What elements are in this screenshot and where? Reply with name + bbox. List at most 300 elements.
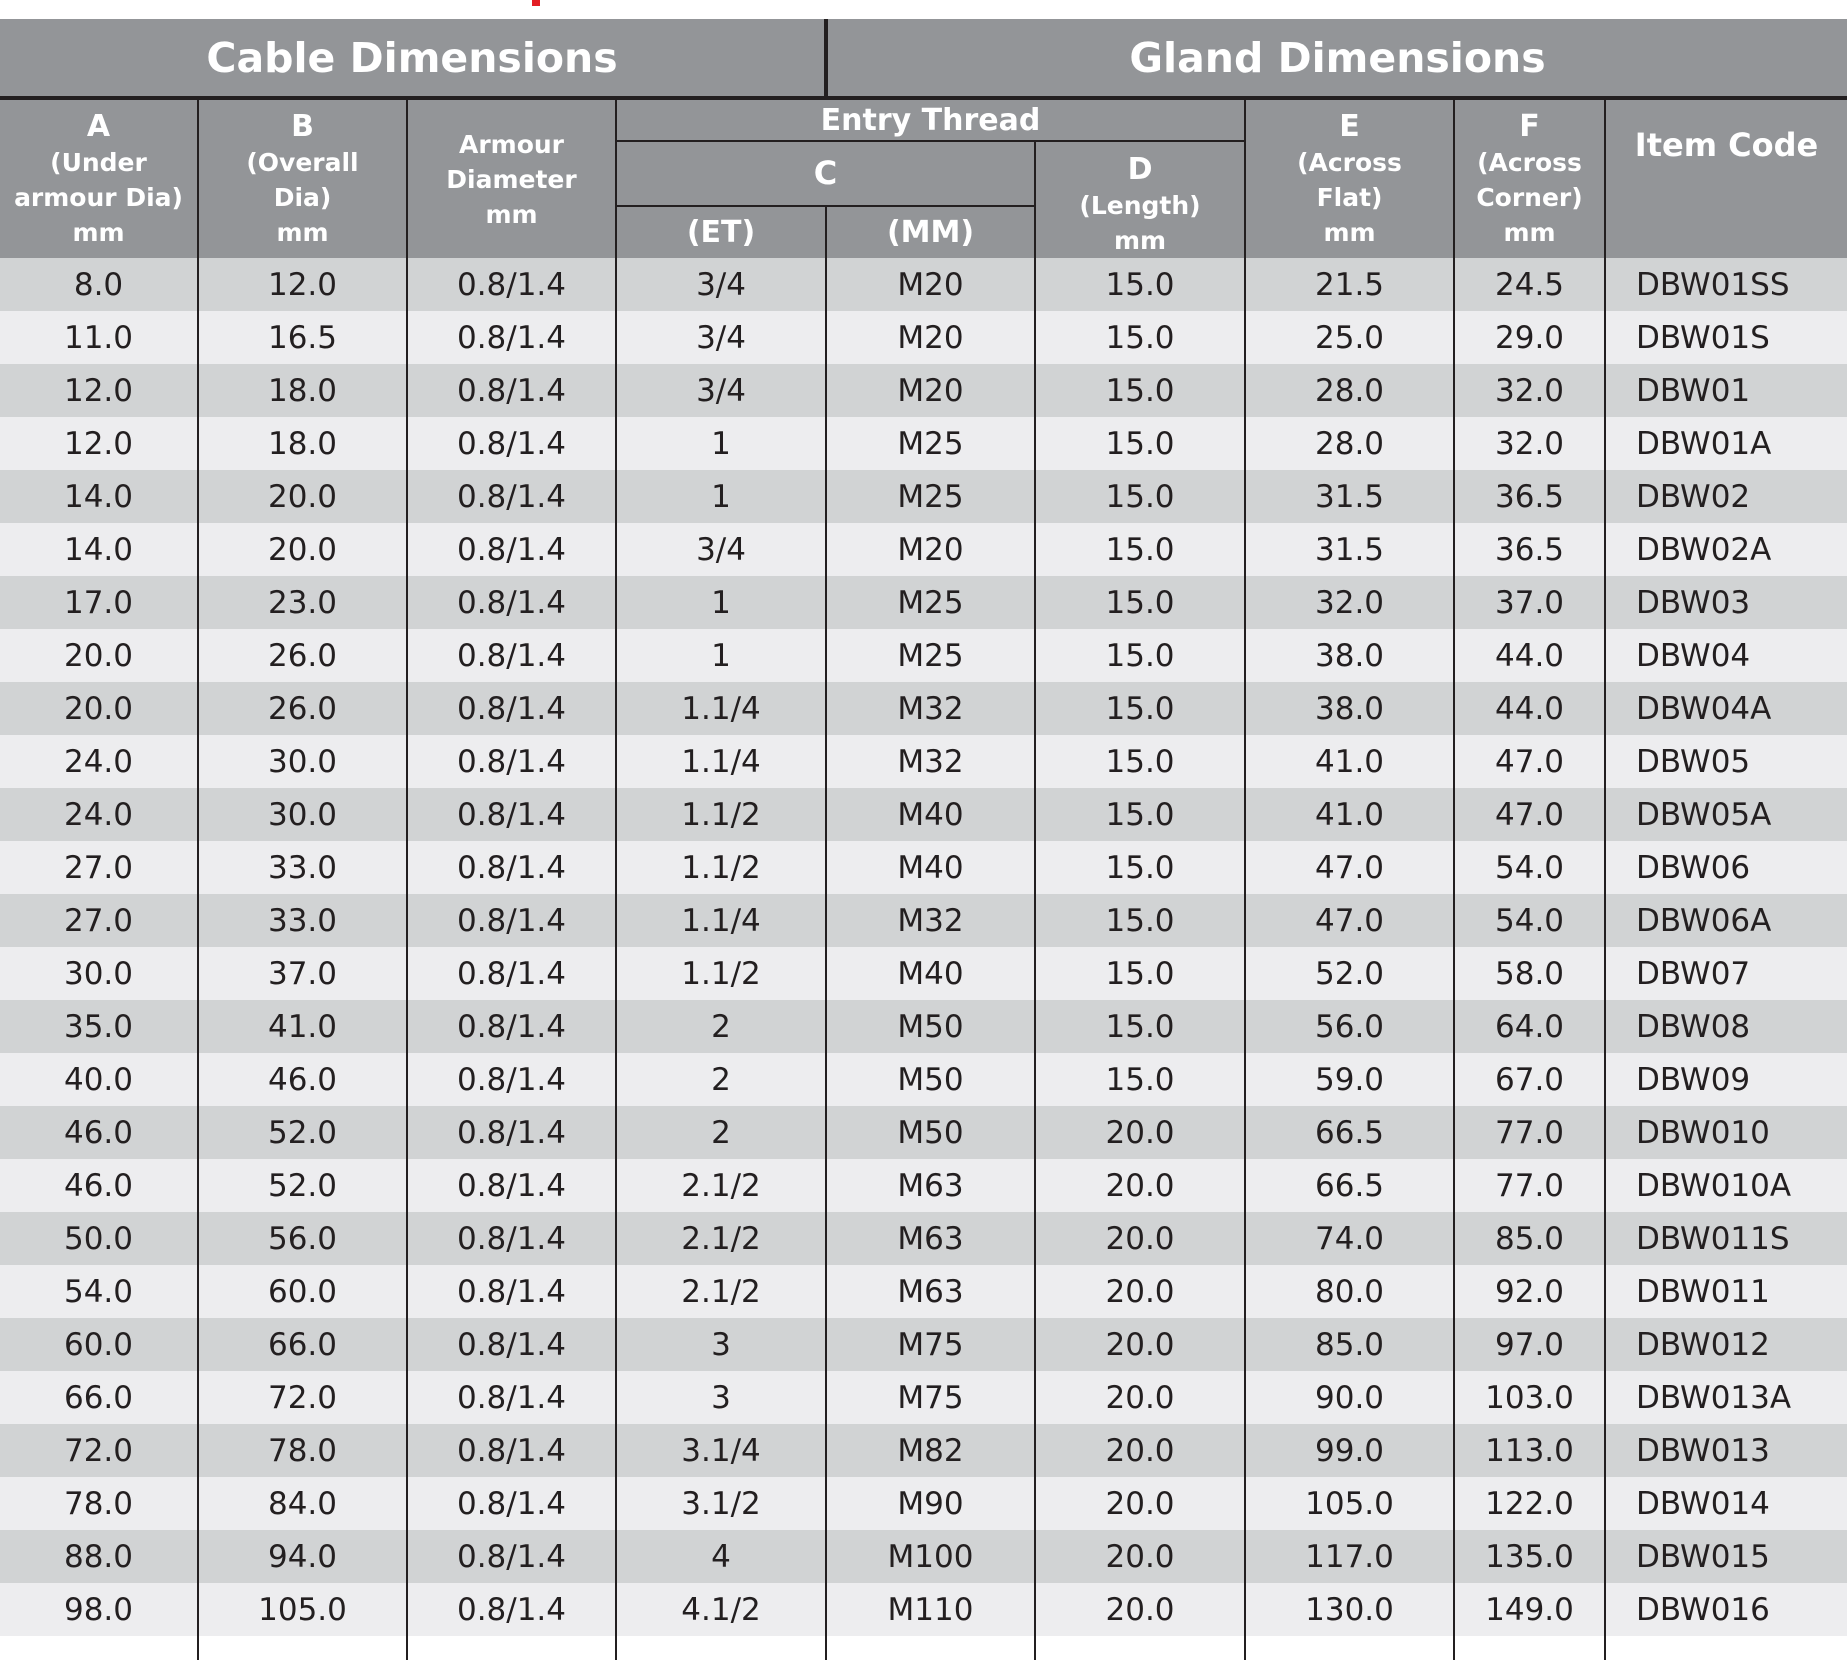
- cell-mm: M25: [826, 576, 1035, 629]
- col-b-letter: B: [291, 108, 314, 144]
- cell-et: 3.1/2: [616, 1477, 826, 1530]
- cell-a: 54.0: [0, 1265, 198, 1318]
- cell-mm: M75: [826, 1318, 1035, 1371]
- table-row: [0, 364, 1847, 417]
- col-e-line1: (Across: [1297, 147, 1402, 177]
- cell-e: 31.5: [1245, 470, 1454, 523]
- cell-e: 28.0: [1245, 417, 1454, 470]
- filler-cell: [616, 1636, 826, 1660]
- cell-mm: M100: [826, 1530, 1035, 1583]
- cell-f: 37.0: [1454, 576, 1605, 629]
- cell-d: 20.0: [1035, 1265, 1245, 1318]
- cell-f: 47.0: [1454, 735, 1605, 788]
- cell-armour: 0.8/1.4: [407, 576, 616, 629]
- cell-b: 84.0: [198, 1477, 407, 1530]
- cell-et: 2.1/2: [616, 1212, 826, 1265]
- cell-b: 26.0: [198, 682, 407, 735]
- col-c-et-header: (ET): [616, 206, 826, 258]
- col-e-unit: mm: [1323, 217, 1376, 247]
- cell-f: 32.0: [1454, 364, 1605, 417]
- cell-d: 15.0: [1035, 523, 1245, 576]
- cell-b: 94.0: [198, 1530, 407, 1583]
- table-row: [0, 1159, 1847, 1212]
- filler-cell: [407, 1636, 616, 1660]
- col-e-letter: E: [1339, 108, 1360, 144]
- cell-b: 46.0: [198, 1053, 407, 1106]
- cell-e: 32.0: [1245, 576, 1454, 629]
- cell-mm: M63: [826, 1159, 1035, 1212]
- cell-d: 15.0: [1035, 682, 1245, 735]
- cell-armour: 0.8/1.4: [407, 682, 616, 735]
- cell-item-code: DBW05: [1605, 735, 1847, 788]
- cell-f: 47.0: [1454, 788, 1605, 841]
- cell-d: 15.0: [1035, 1000, 1245, 1053]
- cell-a: 66.0: [0, 1371, 198, 1424]
- cell-mm: M50: [826, 1106, 1035, 1159]
- table-row: [0, 1477, 1847, 1530]
- cell-a: 8.0: [0, 258, 198, 311]
- cell-mm: M75: [826, 1371, 1035, 1424]
- col-a-unit: mm: [72, 217, 125, 247]
- filler-cell: [1454, 1636, 1605, 1660]
- cell-mm: M20: [826, 523, 1035, 576]
- cell-b: 18.0: [198, 417, 407, 470]
- cell-et: 3/4: [616, 364, 826, 417]
- table-row: [0, 841, 1847, 894]
- cell-et: 2: [616, 1000, 826, 1053]
- col-d-letter: D: [1127, 152, 1153, 187]
- cell-item-code: DBW01S: [1605, 311, 1847, 364]
- cell-item-code: DBW09: [1605, 1053, 1847, 1106]
- cell-e: 31.5: [1245, 523, 1454, 576]
- cell-et: 1.1/4: [616, 682, 826, 735]
- cell-d: 15.0: [1035, 735, 1245, 788]
- cell-f: 67.0: [1454, 1053, 1605, 1106]
- cell-et: 4: [616, 1530, 826, 1583]
- cell-b: 20.0: [198, 523, 407, 576]
- col-d-header: [1035, 141, 1245, 258]
- cell-item-code: DBW02: [1605, 470, 1847, 523]
- cell-et: 3: [616, 1318, 826, 1371]
- table-row: [0, 470, 1847, 523]
- cell-b: 20.0: [198, 470, 407, 523]
- cell-e: 52.0: [1245, 947, 1454, 1000]
- col-b-line2: Dia): [273, 182, 332, 212]
- table-row: [0, 1371, 1847, 1424]
- table-row: [0, 1583, 1847, 1636]
- cell-d: 20.0: [1035, 1371, 1245, 1424]
- col-a-line1: (Under: [50, 147, 147, 177]
- cell-a: 40.0: [0, 1053, 198, 1106]
- cell-a: 88.0: [0, 1530, 198, 1583]
- table-bottom-filler: [0, 1636, 1847, 1660]
- cell-mm: M50: [826, 1000, 1035, 1053]
- cell-b: 78.0: [198, 1424, 407, 1477]
- cell-f: 92.0: [1454, 1265, 1605, 1318]
- cell-armour: 0.8/1.4: [407, 470, 616, 523]
- table-row: [0, 1318, 1847, 1371]
- cell-f: 64.0: [1454, 1000, 1605, 1053]
- cell-b: 33.0: [198, 894, 407, 947]
- cell-mm: M110: [826, 1583, 1035, 1636]
- cell-et: 3.1/4: [616, 1424, 826, 1477]
- cell-item-code: DBW04: [1605, 629, 1847, 682]
- cell-a: 24.0: [0, 735, 198, 788]
- cell-et: 1.1/2: [616, 788, 826, 841]
- cell-a: 46.0: [0, 1106, 198, 1159]
- table-body: [0, 258, 1847, 1660]
- col-f-line1: (Across: [1477, 147, 1582, 177]
- cell-d: 20.0: [1035, 1212, 1245, 1265]
- cell-et: 1: [616, 629, 826, 682]
- cell-item-code: DBW015: [1605, 1530, 1847, 1583]
- cell-item-code: DBW01SS: [1605, 258, 1847, 311]
- cell-e: 21.5: [1245, 258, 1454, 311]
- cell-item-code: DBW07: [1605, 947, 1847, 1000]
- cell-a: 14.0: [0, 470, 198, 523]
- cell-d: 15.0: [1035, 841, 1245, 894]
- cell-item-code: DBW011: [1605, 1265, 1847, 1318]
- cell-item-code: DBW01A: [1605, 417, 1847, 470]
- cell-a: 17.0: [0, 576, 198, 629]
- cell-armour: 0.8/1.4: [407, 1000, 616, 1053]
- cell-e: 99.0: [1245, 1424, 1454, 1477]
- col-b-header: [198, 98, 407, 258]
- col-f-line2: Corner): [1476, 182, 1583, 212]
- cell-b: 60.0: [198, 1265, 407, 1318]
- cell-armour: 0.8/1.4: [407, 1371, 616, 1424]
- cell-mm: M20: [826, 311, 1035, 364]
- col-armour-header: [407, 98, 616, 258]
- cell-a: 35.0: [0, 1000, 198, 1053]
- cell-item-code: DBW013: [1605, 1424, 1847, 1477]
- table-row: [0, 311, 1847, 364]
- table-row: [0, 894, 1847, 947]
- filler-cell: [1035, 1636, 1245, 1660]
- cell-b: 56.0: [198, 1212, 407, 1265]
- cell-d: 15.0: [1035, 311, 1245, 364]
- cell-armour: 0.8/1.4: [407, 735, 616, 788]
- cell-a: 30.0: [0, 947, 198, 1000]
- red-title-fragment: [532, 0, 540, 6]
- cell-item-code: DBW010A: [1605, 1159, 1847, 1212]
- cell-d: 20.0: [1035, 1159, 1245, 1212]
- cell-a: 50.0: [0, 1212, 198, 1265]
- filler-cell: [0, 1636, 198, 1660]
- cell-item-code: DBW08: [1605, 1000, 1847, 1053]
- cell-f: 32.0: [1454, 417, 1605, 470]
- col-f-header: [1454, 98, 1605, 258]
- col-armour-unit: mm: [485, 199, 538, 229]
- cell-armour: 0.8/1.4: [407, 1583, 616, 1636]
- cell-item-code: DBW02A: [1605, 523, 1847, 576]
- cell-e: 41.0: [1245, 788, 1454, 841]
- cell-d: 20.0: [1035, 1583, 1245, 1636]
- cell-e: 85.0: [1245, 1318, 1454, 1371]
- cell-mm: M32: [826, 735, 1035, 788]
- cell-f: 44.0: [1454, 682, 1605, 735]
- cell-e: 28.0: [1245, 364, 1454, 417]
- cell-e: 56.0: [1245, 1000, 1454, 1053]
- cell-b: 72.0: [198, 1371, 407, 1424]
- cell-f: 122.0: [1454, 1477, 1605, 1530]
- cell-armour: 0.8/1.4: [407, 1212, 616, 1265]
- cell-mm: M90: [826, 1477, 1035, 1530]
- cell-b: 12.0: [198, 258, 407, 311]
- cell-d: 15.0: [1035, 1053, 1245, 1106]
- cell-et: 1.1/4: [616, 735, 826, 788]
- cell-f: 44.0: [1454, 629, 1605, 682]
- cell-b: 52.0: [198, 1159, 407, 1212]
- cell-b: 16.5: [198, 311, 407, 364]
- col-b-line1: (Overall: [246, 147, 359, 177]
- cell-item-code: DBW01: [1605, 364, 1847, 417]
- cell-armour: 0.8/1.4: [407, 364, 616, 417]
- cell-et: 3/4: [616, 523, 826, 576]
- cell-item-code: DBW011S: [1605, 1212, 1847, 1265]
- cell-a: 78.0: [0, 1477, 198, 1530]
- cell-e: 38.0: [1245, 629, 1454, 682]
- cell-f: 58.0: [1454, 947, 1605, 1000]
- cell-d: 15.0: [1035, 947, 1245, 1000]
- cell-e: 74.0: [1245, 1212, 1454, 1265]
- table-row: [0, 788, 1847, 841]
- cell-e: 130.0: [1245, 1583, 1454, 1636]
- cell-armour: 0.8/1.4: [407, 1159, 616, 1212]
- cell-et: 3/4: [616, 311, 826, 364]
- cell-item-code: DBW010: [1605, 1106, 1847, 1159]
- cell-e: 47.0: [1245, 841, 1454, 894]
- col-e-header: [1245, 98, 1454, 258]
- col-d-line1: (Length): [1079, 191, 1201, 220]
- cell-f: 113.0: [1454, 1424, 1605, 1477]
- cell-d: 15.0: [1035, 629, 1245, 682]
- filler-cell: [1245, 1636, 1454, 1660]
- cell-a: 46.0: [0, 1159, 198, 1212]
- table-row: [0, 576, 1847, 629]
- cell-mm: M25: [826, 629, 1035, 682]
- cell-mm: M40: [826, 788, 1035, 841]
- cell-e: 38.0: [1245, 682, 1454, 735]
- table-row: [0, 1000, 1847, 1053]
- cell-et: 1.1/2: [616, 947, 826, 1000]
- cell-f: 54.0: [1454, 841, 1605, 894]
- cell-a: 24.0: [0, 788, 198, 841]
- col-a-letter: A: [86, 108, 111, 144]
- cell-et: 2: [616, 1053, 826, 1106]
- cell-item-code: DBW03: [1605, 576, 1847, 629]
- cell-armour: 0.8/1.4: [407, 1424, 616, 1477]
- table-row: [0, 1053, 1847, 1106]
- cell-d: 15.0: [1035, 576, 1245, 629]
- cell-e: 66.5: [1245, 1159, 1454, 1212]
- cable-dimensions-header: Cable Dimensions: [0, 19, 826, 98]
- col-f-unit: mm: [1503, 217, 1556, 247]
- cell-et: 1: [616, 470, 826, 523]
- cell-et: 3: [616, 1371, 826, 1424]
- cell-item-code: DBW06: [1605, 841, 1847, 894]
- cell-item-code: DBW013A: [1605, 1371, 1847, 1424]
- cell-armour: 0.8/1.4: [407, 788, 616, 841]
- cell-mm: M20: [826, 258, 1035, 311]
- col-c-header: C: [616, 141, 1035, 206]
- table-row: [0, 1106, 1847, 1159]
- cell-b: 37.0: [198, 947, 407, 1000]
- cell-armour: 0.8/1.4: [407, 417, 616, 470]
- cell-a: 27.0: [0, 894, 198, 947]
- cell-mm: M40: [826, 947, 1035, 1000]
- cell-e: 66.5: [1245, 1106, 1454, 1159]
- cell-f: 97.0: [1454, 1318, 1605, 1371]
- col-armour-line2: Diameter: [446, 164, 577, 194]
- cell-d: 15.0: [1035, 417, 1245, 470]
- table-row: [0, 417, 1847, 470]
- cell-mm: M32: [826, 894, 1035, 947]
- filler-cell: [826, 1636, 1035, 1660]
- cell-d: 15.0: [1035, 788, 1245, 841]
- entry-thread-header: Entry Thread: [616, 98, 1245, 141]
- col-a-line2: armour Dia): [14, 182, 183, 212]
- cell-a: 72.0: [0, 1424, 198, 1477]
- cell-b: 33.0: [198, 841, 407, 894]
- cell-e: 25.0: [1245, 311, 1454, 364]
- cell-a: 11.0: [0, 311, 198, 364]
- cell-e: 80.0: [1245, 1265, 1454, 1318]
- cell-armour: 0.8/1.4: [407, 629, 616, 682]
- cell-armour: 0.8/1.4: [407, 1265, 616, 1318]
- cell-a: 14.0: [0, 523, 198, 576]
- cell-a: 27.0: [0, 841, 198, 894]
- cell-b: 23.0: [198, 576, 407, 629]
- table-row: [0, 258, 1847, 311]
- cell-f: 103.0: [1454, 1371, 1605, 1424]
- cell-et: 1: [616, 417, 826, 470]
- cell-mm: M25: [826, 470, 1035, 523]
- item-code-header: Item Code: [1605, 98, 1847, 258]
- cell-armour: 0.8/1.4: [407, 1477, 616, 1530]
- cell-d: 15.0: [1035, 258, 1245, 311]
- cell-d: 15.0: [1035, 364, 1245, 417]
- cell-mm: M50: [826, 1053, 1035, 1106]
- cell-d: 20.0: [1035, 1106, 1245, 1159]
- table-row: [0, 947, 1847, 1000]
- cell-item-code: DBW05A: [1605, 788, 1847, 841]
- cell-b: 30.0: [198, 735, 407, 788]
- cell-d: 20.0: [1035, 1477, 1245, 1530]
- cell-item-code: DBW016: [1605, 1583, 1847, 1636]
- cell-et: 2.1/2: [616, 1265, 826, 1318]
- cell-d: 20.0: [1035, 1424, 1245, 1477]
- cell-b: 105.0: [198, 1583, 407, 1636]
- cell-et: 3/4: [616, 258, 826, 311]
- cable-gland-dimensions-table: [0, 19, 1847, 1660]
- cell-b: 30.0: [198, 788, 407, 841]
- col-f-letter: F: [1519, 108, 1540, 144]
- cell-et: 1.1/2: [616, 841, 826, 894]
- col-a-header: [0, 98, 198, 258]
- cell-d: 15.0: [1035, 470, 1245, 523]
- cell-mm: M63: [826, 1212, 1035, 1265]
- col-b-unit: mm: [276, 217, 329, 247]
- cell-armour: 0.8/1.4: [407, 523, 616, 576]
- cell-a: 98.0: [0, 1583, 198, 1636]
- cell-b: 66.0: [198, 1318, 407, 1371]
- cell-b: 52.0: [198, 1106, 407, 1159]
- cell-b: 18.0: [198, 364, 407, 417]
- cell-a: 12.0: [0, 364, 198, 417]
- top-strip: [0, 0, 1847, 19]
- cell-f: 24.5: [1454, 258, 1605, 311]
- table-row: [0, 629, 1847, 682]
- cell-e: 90.0: [1245, 1371, 1454, 1424]
- cell-armour: 0.8/1.4: [407, 311, 616, 364]
- cell-a: 20.0: [0, 629, 198, 682]
- cell-mm: M25: [826, 417, 1035, 470]
- cell-e: 105.0: [1245, 1477, 1454, 1530]
- cell-mm: M63: [826, 1265, 1035, 1318]
- cell-e: 41.0: [1245, 735, 1454, 788]
- cell-d: 20.0: [1035, 1530, 1245, 1583]
- table-row: [0, 682, 1847, 735]
- cell-armour: 0.8/1.4: [407, 1318, 616, 1371]
- cell-f: 36.5: [1454, 470, 1605, 523]
- cell-armour: 0.8/1.4: [407, 1530, 616, 1583]
- cell-et: 1: [616, 576, 826, 629]
- table-row: [0, 523, 1847, 576]
- cell-b: 41.0: [198, 1000, 407, 1053]
- cell-armour: 0.8/1.4: [407, 1053, 616, 1106]
- cell-et: 2.1/2: [616, 1159, 826, 1212]
- cell-mm: M82: [826, 1424, 1035, 1477]
- table-row: [0, 1265, 1847, 1318]
- cell-mm: M20: [826, 364, 1035, 417]
- table-row: [0, 735, 1847, 788]
- filler-cell: [1605, 1636, 1847, 1660]
- cell-e: 117.0: [1245, 1530, 1454, 1583]
- cell-item-code: DBW012: [1605, 1318, 1847, 1371]
- cell-f: 54.0: [1454, 894, 1605, 947]
- cell-armour: 0.8/1.4: [407, 1106, 616, 1159]
- cell-item-code: DBW04A: [1605, 682, 1847, 735]
- cell-armour: 0.8/1.4: [407, 258, 616, 311]
- col-e-line2: Flat): [1316, 182, 1383, 212]
- cell-d: 20.0: [1035, 1318, 1245, 1371]
- cell-f: 135.0: [1454, 1530, 1605, 1583]
- cell-f: 77.0: [1454, 1106, 1605, 1159]
- cell-et: 1.1/4: [616, 894, 826, 947]
- col-d-unit: mm: [1113, 226, 1167, 255]
- cell-f: 77.0: [1454, 1159, 1605, 1212]
- cell-a: 60.0: [0, 1318, 198, 1371]
- filler-cell: [198, 1636, 407, 1660]
- cell-mm: M40: [826, 841, 1035, 894]
- cell-f: 36.5: [1454, 523, 1605, 576]
- table-row: [0, 1212, 1847, 1265]
- cell-e: 59.0: [1245, 1053, 1454, 1106]
- cell-e: 47.0: [1245, 894, 1454, 947]
- cell-et: 4.1/2: [616, 1583, 826, 1636]
- cell-armour: 0.8/1.4: [407, 947, 616, 1000]
- cell-armour: 0.8/1.4: [407, 894, 616, 947]
- cell-b: 26.0: [198, 629, 407, 682]
- col-armour-line1: Armour: [458, 129, 565, 159]
- cell-armour: 0.8/1.4: [407, 841, 616, 894]
- cell-a: 20.0: [0, 682, 198, 735]
- cell-a: 12.0: [0, 417, 198, 470]
- table-row: [0, 1424, 1847, 1477]
- table-row: [0, 1530, 1847, 1583]
- cell-item-code: DBW014: [1605, 1477, 1847, 1530]
